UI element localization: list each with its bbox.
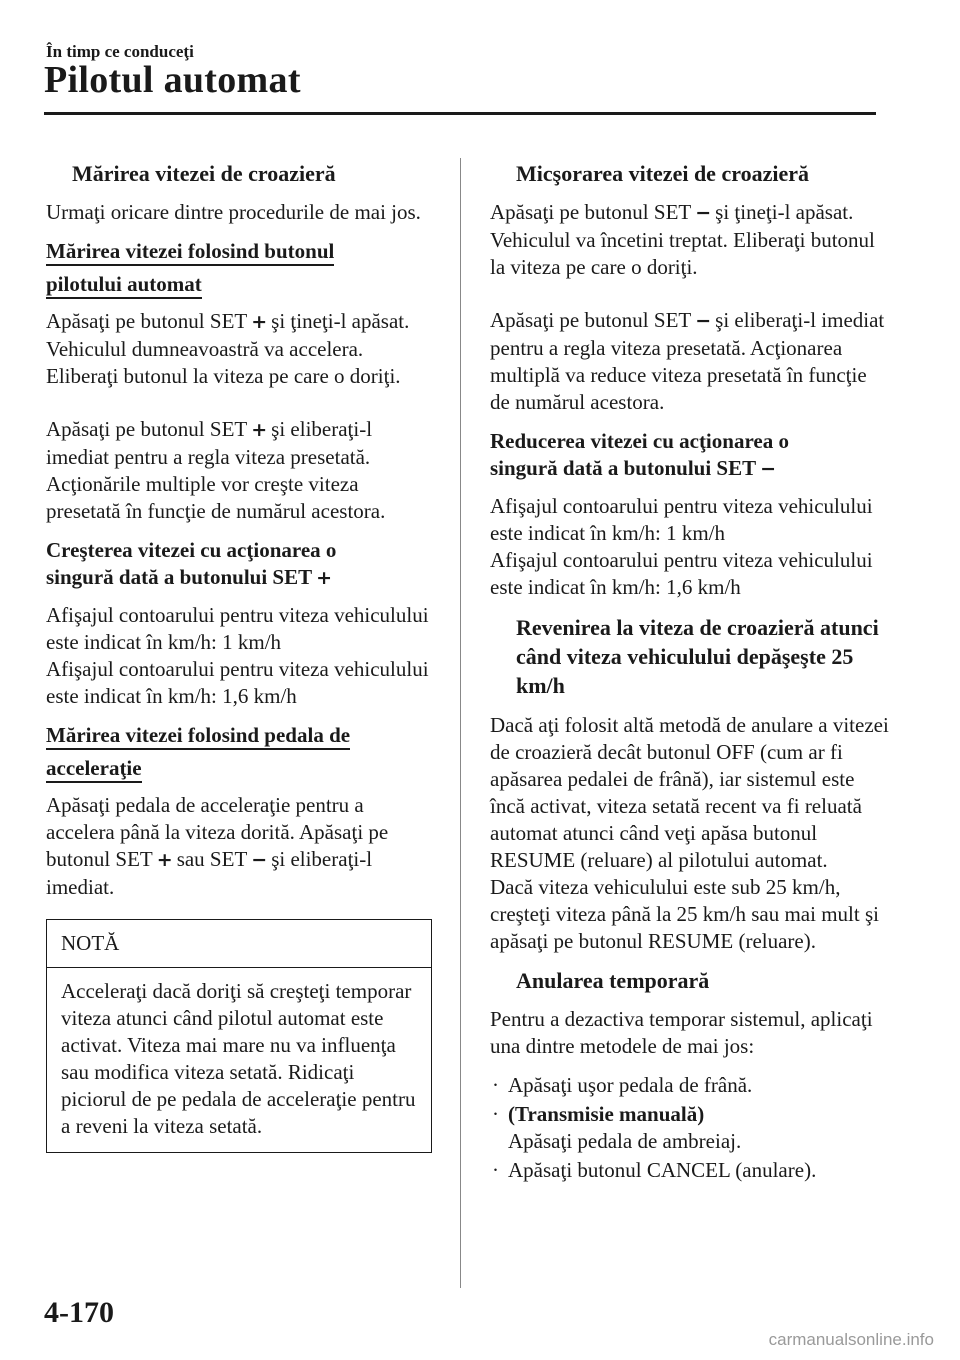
text-fragment: şi eliberaţi-l imediat.	[46, 847, 373, 899]
plus-icon: +	[251, 419, 268, 441]
minus-icon: −	[251, 849, 268, 871]
bullet-icon: ·	[492, 1102, 499, 1126]
paragraph-cancel-intro: Pentru a dezactiva temporar sistemul, aplicaţi una dintre metodele de mai jos:	[490, 1007, 873, 1058]
minus-icon: −	[695, 310, 712, 332]
intro-paragraph: Urmaţi oricare dintre procedurile de mai jos.	[46, 200, 421, 224]
paragraph-hold-set-plus	[46, 308, 436, 390]
paragraph-kmh-values	[46, 602, 436, 710]
note-box	[46, 919, 432, 1153]
plus-icon: +	[316, 567, 333, 589]
heading-resume: Revenirea la viteza de croazieră atunci când viteza vehiculului depăşeşte 25 km/h	[516, 615, 879, 698]
heading-button-method	[46, 238, 436, 298]
list-item-text: Apăsaţi butonul CANCEL (anulare).	[508, 1158, 817, 1182]
text-fragment: Apăsaţi pe butonul SET	[46, 417, 248, 441]
note-title: NOTĂ	[47, 920, 431, 968]
heading-temporary-cancel: Anularea temporară	[516, 968, 710, 993]
list-item-subtext: Apăsaţi pedala de ambreiaj.	[508, 1129, 742, 1153]
bullet-icon: ·	[492, 1158, 499, 1182]
text-fragment: sau SET	[176, 847, 248, 871]
text-line: Dacă viteza vehiculului este sub 25 km/h, creşteţi viteza până la 25 km/h sau mai mult şi apăsaţi pe butonul RESUME (reluare).	[490, 875, 879, 953]
minus-icon: −	[695, 202, 712, 224]
heading-decrease-speed: Micşorarea vitezei de croazieră	[516, 161, 809, 186]
header-rule	[44, 112, 876, 115]
bullet-icon: ·	[492, 1073, 499, 1097]
text-line: Afişajul contoarului pentru viteza vehiculului este indicat în km/h: 1 km/h	[46, 603, 429, 654]
left-column	[46, 160, 436, 1153]
column-divider	[460, 158, 461, 1288]
heading-single-press-plus	[46, 537, 436, 592]
right-column	[490, 160, 890, 1186]
list-item-text: (Transmisie manuală)	[508, 1102, 705, 1126]
heading-single-press-minus	[490, 428, 890, 483]
heading-line: singură dată a butonului SET	[490, 456, 757, 480]
text-line: Afişajul contoarului pentru viteza vehiculului este indicat în km/h: 1,6 km/h	[46, 657, 429, 708]
text-fragment: şi ţineţi-l apăsat. Vehiculul va încetini treptat. Eliberaţi butonul la viteza pe care o doriţi.	[490, 200, 875, 279]
heading-line: Creşterea vitezei cu acţionarea o	[46, 538, 337, 562]
paragraph-tap-set-plus	[46, 416, 436, 525]
list-item	[490, 1072, 890, 1099]
text-line: Afişajul contoarului pentru viteza vehiculului este indicat în km/h: 1,6 km/h	[490, 548, 873, 599]
heading-pedal-line-1: Mărirea vitezei folosind pedala de	[46, 723, 350, 750]
paragraph-resume	[490, 712, 890, 955]
minus-icon: −	[760, 458, 777, 480]
text-line: Dacă aţi folosit altă metodă de anulare a vitezei de croazieră decât butonul OFF (cum ar fi apăsarea pedalei de frână), iar sistemul este încă activat, viteza setată recent va fi reluată automat atunci când veţi apăsa butonul RESUME (reluare) al pilotului automat.	[490, 713, 889, 872]
watermark: carmanualsonline.info	[768, 1330, 934, 1349]
heading-button-line-1: Mărirea vitezei folosind butonul	[46, 239, 334, 266]
list-item	[490, 1101, 890, 1155]
paragraph-pedal	[46, 792, 436, 901]
text-fragment: Apăsaţi pe butonul SET	[490, 308, 692, 332]
section-title: Pilotul automat	[44, 59, 301, 101]
heading-increase-speed: Mărirea vitezei de croazieră	[72, 161, 336, 186]
page-number: 4-170	[44, 1296, 114, 1329]
paragraph-kmh-values	[490, 493, 890, 601]
paragraph-hold-set-minus	[490, 199, 890, 281]
plus-icon: +	[251, 311, 268, 333]
text-fragment: şi eliberaţi-l imediat pentru a regla viteza presetată. Acţionarea multiplă va reduce viteza presetată în funcţie de numărul acestora.	[490, 308, 885, 414]
note-body: Acceleraţi dacă doriţi să creşteţi temporar viteza atunci când pilotul automat este activat. Viteza mai mare nu va influenţa sau modifica viteza setată. Ridicaţi piciorul de pe pedala de acceleraţie pentru a reveni la viteza setată.	[61, 979, 416, 1138]
paragraph-tap-set-minus	[490, 307, 890, 416]
plus-icon: +	[156, 849, 173, 871]
heading-pedal-method	[46, 722, 436, 782]
heading-line: singură dată a butonului SET	[46, 565, 313, 589]
text-fragment: Apăsaţi pedala de acceleraţie pentru a accelera până la viteza dorită. Apăsaţi pe butonul SET	[46, 793, 389, 871]
list-item-text: Apăsaţi uşor pedala de frână.	[508, 1073, 753, 1097]
chapter-label: În timp ce conduceţi	[46, 42, 194, 61]
heading-button-line-2: pilotului automat	[46, 272, 202, 299]
text-fragment: şi eliberaţi-l imediat pentru a regla viteza presetată. Acţionările multiple vor creşte viteza presetată în funcţie de numărul acestora.	[46, 417, 386, 523]
text-fragment: Apăsaţi pe butonul SET	[46, 309, 248, 333]
heading-line: Reducerea vitezei cu acţionarea o	[490, 429, 789, 453]
list-item	[490, 1157, 890, 1184]
text-line: Afişajul contoarului pentru viteza vehiculului este indicat în km/h: 1 km/h	[490, 494, 873, 545]
text-fragment: Apăsaţi pe butonul SET	[490, 200, 692, 224]
heading-pedal-line-2: acceleraţie	[46, 756, 142, 783]
text-fragment: şi ţineţi-l apăsat. Vehiculul dumneavoastră va accelera. Eliberaţi butonul la viteza pe care o doriţi.	[46, 309, 410, 388]
cancel-methods-list	[490, 1072, 890, 1184]
